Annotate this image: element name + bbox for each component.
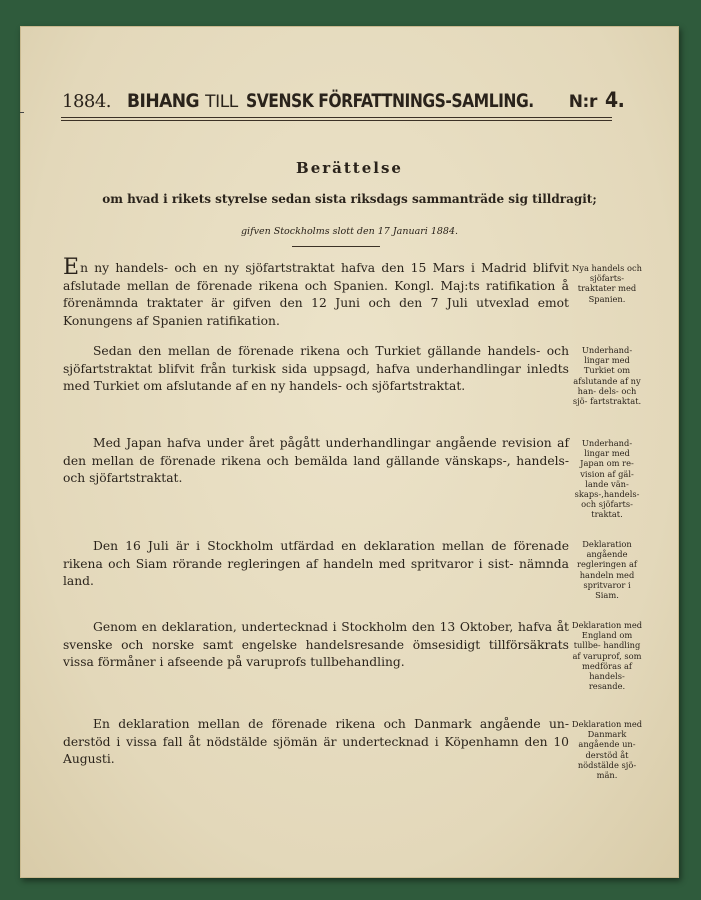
paragraph-text: Sedan den mellan de förenade rikena och Turkiet gällande handels- och sjöfartstraktat blifvit från turkisk sida uppsagd, hafva underhandlingar inledts med Turkiet om afslutande af en ny handels- och sjöfartstraktat. [63, 344, 569, 393]
title-rule [292, 246, 380, 247]
paragraph-text: Med Japan hafva under året pågått underhandlingar angående revision af den mellan de förenade rikena och bemälda land gällande vänskaps-, handels- och sjöfartstraktat. [63, 436, 569, 485]
margin-note-spain: Nya handels och sjöfarts- traktater med Spanien. [572, 263, 642, 304]
page-edge-mark [20, 112, 24, 113]
paragraph-turkey [63, 343, 569, 396]
header-rule [61, 117, 612, 121]
paragraph-siam [63, 538, 569, 591]
document-dateline: gifven Stockholms slott den 17 Januari 1884. [240, 226, 459, 237]
paragraph-text: Genom en deklaration, undertecknad i Stockholm den 13 Oktober, hafva åt svenske och norske samt engelske handelsresande ömsesidigt tillförsäkrats vissa förmåner i afseende på varuprofs tullbehandling. [63, 620, 569, 669]
margin-note-siam: Deklaration angående regleringen af handeln med spritvaror i Siam. [577, 539, 637, 601]
header-number: 4. [604, 88, 625, 112]
document-title: Berättelse [296, 159, 403, 177]
document-subtitle: om hvad i rikets styrelse sedan sista riksdags sammanträde sig tilldragit; [102, 192, 597, 206]
margin-note-england: Deklaration med England om tullbe- handling af varuprof, som medföras af handels- resande. [571, 620, 643, 692]
header-collection-name: SVENSK FÖRFATTNINGS-SAMLING. [245, 90, 534, 112]
header-bihang: BIHANG [127, 90, 200, 112]
margin-note-japan: Underhand- lingar med Japan om re- vision af gäl- lande vän- skaps-,handels- och sjöfarts- traktat. [574, 438, 640, 520]
paragraph-japan [63, 435, 569, 488]
header-number-label: N:r [568, 92, 597, 112]
paragraph-spain [63, 255, 569, 330]
paragraph-text: n ny handels- och en ny sjöfartstraktat hafva den 15 Mars i Madrid blifvit afslutade mellan de förenade rikena och Spanien. Kongl. Maj:ts ratifikation å förenämnda traktater är gifven den 12 Juni och den 7 Juli utvexlad emot Konungens af Spanien ratifikation. [63, 261, 569, 328]
header-till: TILL [205, 92, 238, 112]
margin-note-denmark: Deklaration med Danmark angående un- derstöd åt nödstälde sjö- män. [571, 719, 643, 781]
header-year: 1884. [62, 91, 112, 112]
page-header [62, 88, 633, 120]
drop-cap: E [63, 255, 81, 280]
margin-note-turkey: Underhand- lingar med Turkiet om afslutande af ny han- dels- och sjö- fartstraktat. [572, 345, 642, 407]
paragraph-text: En deklaration mellan de förenade rikena och Danmark angående un- derstöd i vissa fall åt nödstälde sjömän är undertecknad i Köpenhamn den 10 Augusti. [63, 717, 569, 766]
paragraph-text: Den 16 Juli är i Stockholm utfärdad en deklaration mellan de förenade rikena och Siam rörande regleringen af handeln med spritvaror i sist- nämnda land. [63, 539, 569, 588]
paragraph-england [63, 619, 569, 672]
paragraph-denmark [63, 716, 569, 769]
